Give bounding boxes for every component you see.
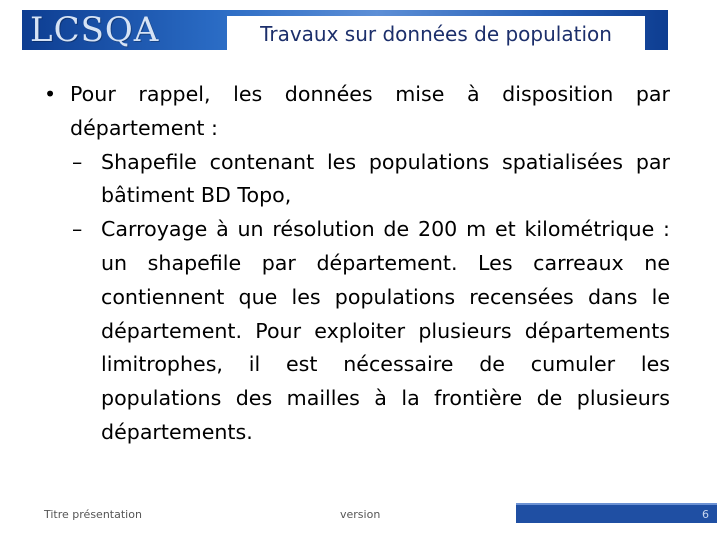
sub-item: [44, 213, 670, 450]
bullet-icon: •: [44, 82, 57, 106]
footer-presentation-title: Titre présentation: [44, 508, 142, 521]
footer-version: version: [340, 508, 381, 521]
sub-item-text: Carroyage à un résolution de 200 m et kilométrique : un shapefile par département. Les carreaux ne contiennent que les populations recensées dans le département. Pour exploiter plusieurs départements limitrophes, il est nécessaire de cumuler les populations des mailles à la frontière de plusieurs départements.: [101, 217, 670, 444]
sub-item: [44, 146, 670, 214]
slide-content: [44, 78, 670, 450]
header-banner: [22, 10, 668, 50]
page-number: 6: [702, 508, 709, 521]
slide-title: Travaux sur données de population: [260, 22, 612, 46]
dash-icon: –: [72, 217, 83, 242]
footer-bar: [516, 503, 717, 523]
title-box: [227, 16, 645, 52]
lcsqa-logo: LCSQA: [30, 10, 160, 50]
sub-item-text: Shapefile contenant les populations spatialisées par bâtiment BD Topo,: [101, 149, 670, 208]
bullet-text: Pour rappel, les données mise à disposition par département :: [70, 82, 670, 140]
bullet-item: [44, 78, 670, 146]
dash-icon: –: [72, 149, 83, 174]
